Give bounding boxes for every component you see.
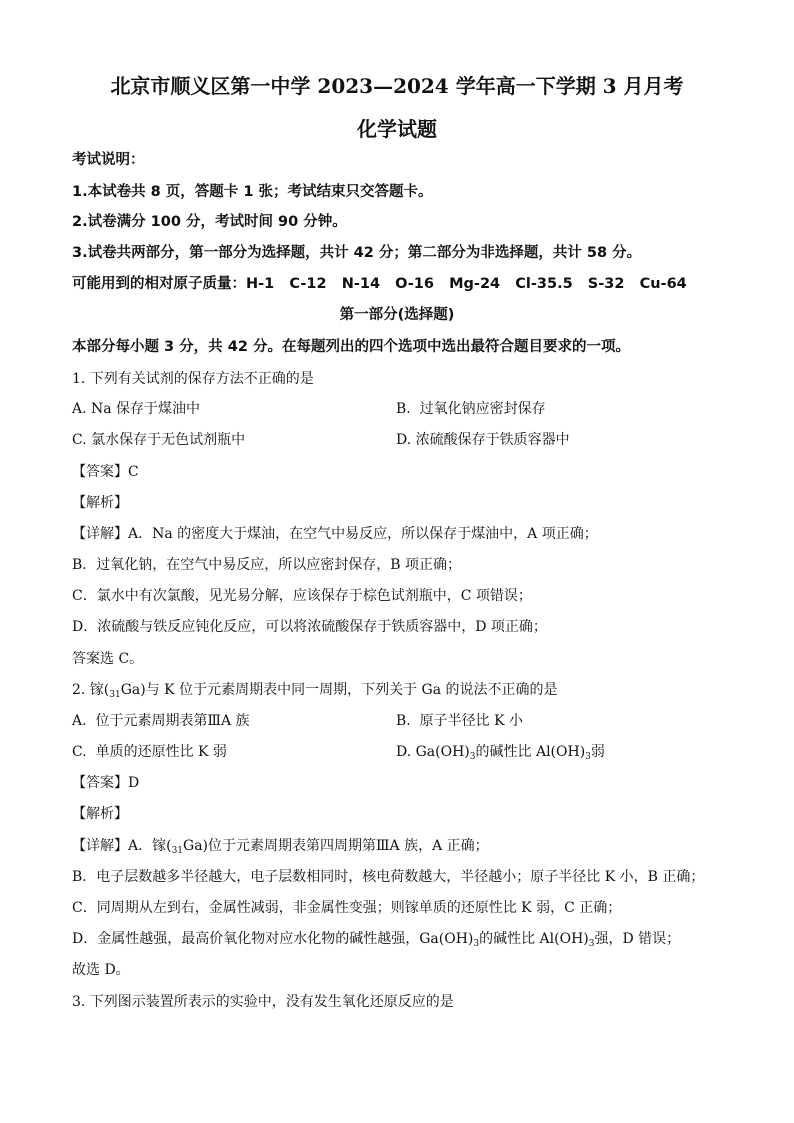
q2-analysis-label: 【解析】 xyxy=(72,806,128,822)
page-title: 北京市顺义区第一中学 2023—2024 学年高一下学期 3 月月考 xyxy=(110,74,684,98)
q1-answer: 【答案】C xyxy=(72,464,139,480)
q2-option-d: D. $Ga(OH)_3$的碱性比 $Al(OH)_3$弱 xyxy=(396,744,605,762)
q1-analysis-label: 【解析】 xyxy=(72,495,128,511)
q1-stem: 1. 下列有关试剂的保存方法不正确的是 xyxy=(72,371,314,387)
atomic-masses: 可能用到的相对原子质量：H-1 C-12 N-14 O-16 Mg-24 Cl-35.5 S-32 Cu-64 xyxy=(72,276,687,292)
instructions-heading: 考试说明： xyxy=(72,152,145,168)
part1-note: 本部分每小题 3 分，共 42 分。在每题列出的四个选项中选出最符合题目要求的一项。 xyxy=(72,339,630,355)
q2-answer: 【答案】D xyxy=(72,775,140,791)
q1-detail-3: C．氯水中有次氯酸，见光易分解，应该保存于棕色试剂瓶中，C 项错误； xyxy=(72,588,532,604)
q1-option-c: C. 氯水保存于无色试剂瓶中 xyxy=(72,432,246,448)
q2-detail-5: 故选 D。 xyxy=(72,962,130,978)
q3-stem: 3. 下列图示装置所表示的实验中，没有发生氧化还原反应的是 xyxy=(72,994,454,1010)
part1-heading: 第一部分(选择题) xyxy=(339,307,455,323)
q2-option-c: C. 单质的还原性比 K 弱 xyxy=(72,744,227,760)
q1-detail-4: D．浓硫酸与铁反应钝化反应，可以将浓硫酸保存于铁质容器中，D 项正确； xyxy=(72,619,547,635)
q2-option-a: A. 位于元素周期表第ⅢA 族 xyxy=(72,713,250,729)
q2-detail-3: C．同周期从左到右，金属性减弱，非金属性变强；则镓单质的还原性比 K 弱，C 正确； xyxy=(72,900,622,916)
q1-detail-5: 答案选 C。 xyxy=(72,651,144,667)
q1-option-d: D. 浓硫酸保存于铁质容器中 xyxy=(396,432,570,448)
q2-detail-4: D．金属性越强，最高价氧化物对应水化物的碱性越强，$Ga(OH)_3$的碱性比 $Al(OH)_3$强，D 错误； xyxy=(72,931,681,949)
page-subtitle: 化学试题 xyxy=(357,117,437,141)
q1-detail-2: B．过氧化钠，在空气中易反应，所以应密封保存，B 项正确； xyxy=(72,557,462,573)
instruction-item-3: 3.试卷共两部分，第一部分为选择题，共计 42 分；第二部分为非选择题，共计 58 分。 xyxy=(72,245,642,261)
q2-detail-1: 【详解】A．镓$(_{31}Ga)$位于元素周期表第四周期第ⅢA 族，A 正确； xyxy=(72,838,489,856)
q2-stem: 2. 镓$(_{31}Ga)$与 K 位于元素周期表中同一周期，下列关于 Ga 的说法不正确的是 xyxy=(72,682,558,700)
q2-option-b: B. 原子半径比 K 小 xyxy=(396,713,523,729)
q1-option-a: A. Na 保存于煤油中 xyxy=(72,401,201,417)
instruction-item-2: 2.试卷满分 100 分，考试时间 90 分钟。 xyxy=(72,214,347,230)
q1-detail-1: 【详解】A．Na 的密度大于煤油，在空气中易反应，所以保存于煤油中，A 项正确； xyxy=(72,526,598,542)
q1-option-b: B. 过氧化钠应密封保存 xyxy=(396,401,546,417)
q2-detail-2: B．电子层数越多半径越大，电子层数相同时，核电荷数越大，半径越小；原子半径比 K 小，B 正确； xyxy=(72,869,705,885)
instruction-item-1: 1.本试卷共 8 页，答题卡 1 张；考试结束只交答题卡。 xyxy=(72,184,433,200)
